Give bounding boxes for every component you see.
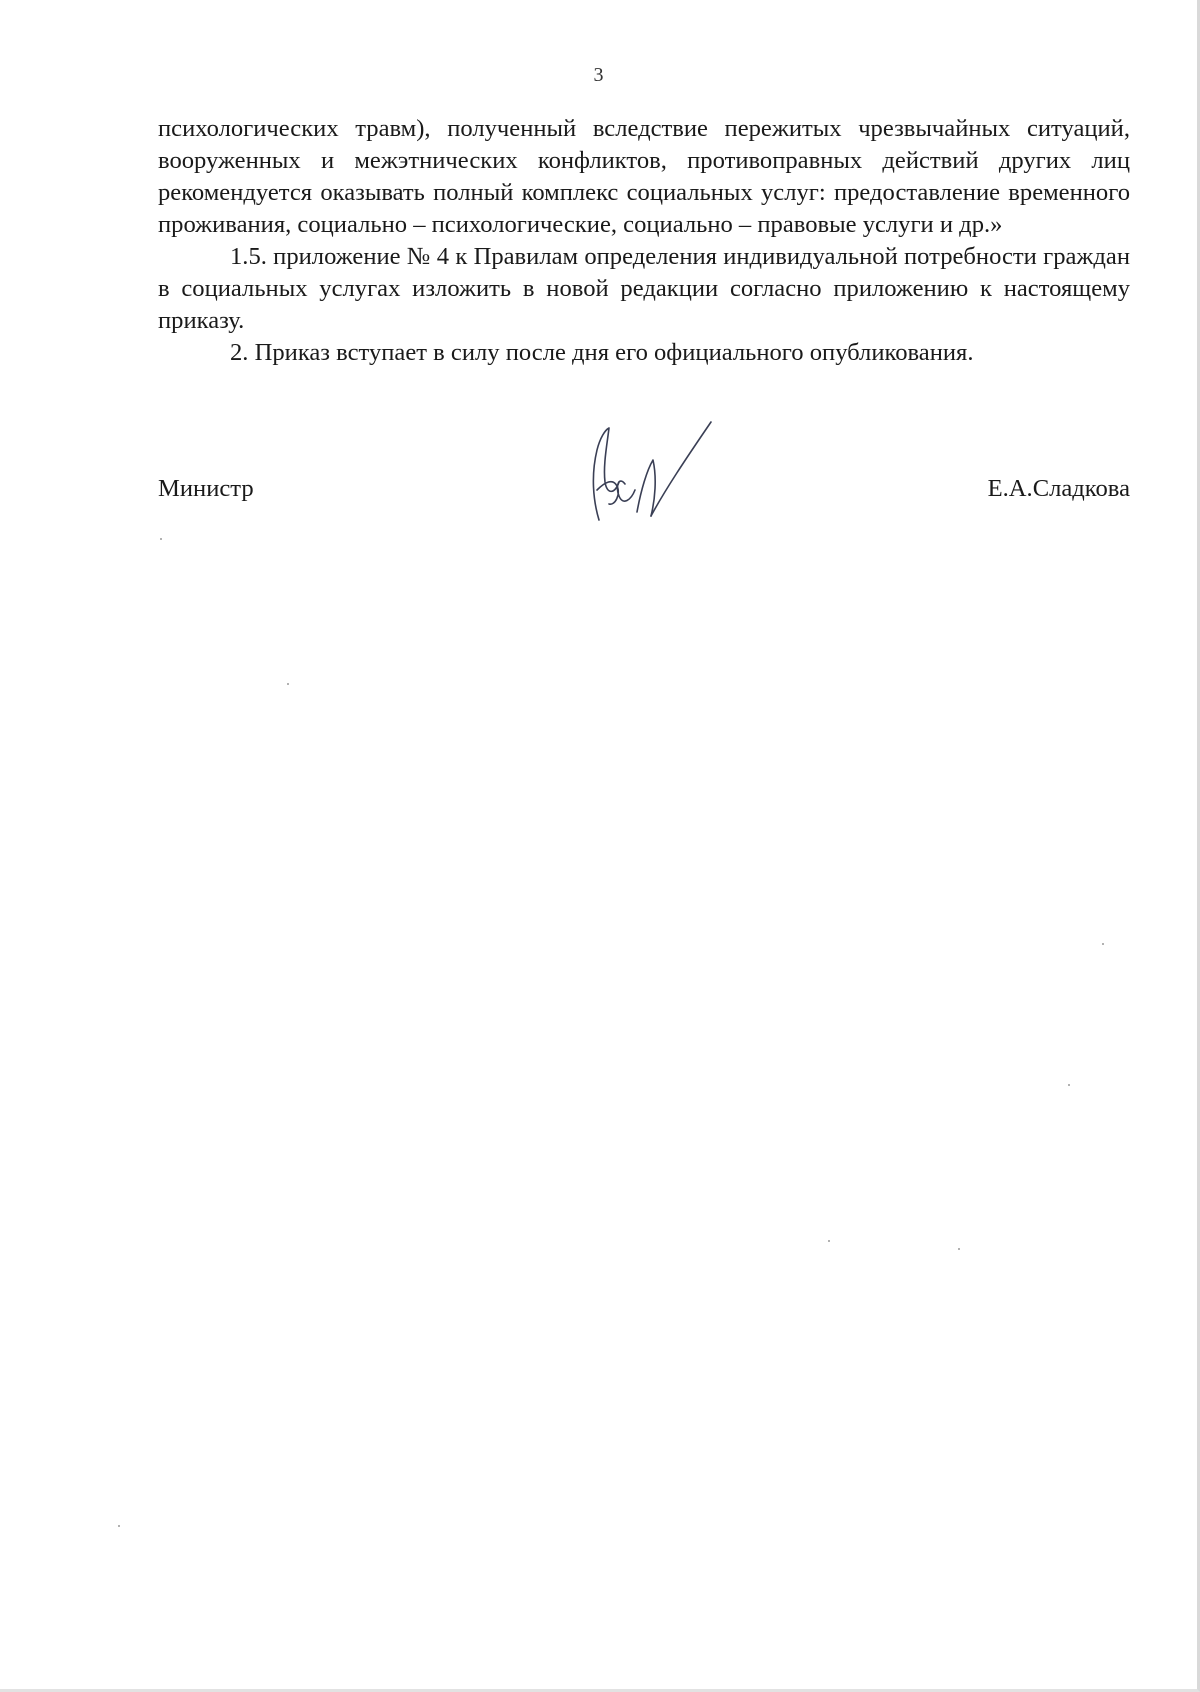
- scan-speck: [958, 1248, 960, 1250]
- handwritten-signature: [585, 420, 735, 532]
- paragraph-item-1-5: 1.5. приложение № 4 к Правилам определения индивидуальной потребности граждан в социальных услугах изложить в новой редакции согласно приложению к настоящему приказу.: [158, 243, 1130, 334]
- document-body: [158, 113, 1130, 369]
- scan-speck: [828, 1240, 830, 1242]
- paragraph-item-2: 2. Приказ вступает в силу после дня его официального опубликования.: [230, 339, 974, 366]
- scan-speck: [1068, 1084, 1070, 1086]
- scan-speck: [1102, 943, 1104, 945]
- scan-speck: [118, 1525, 120, 1527]
- signatory-title: Министр: [158, 475, 254, 502]
- scan-speck: [160, 538, 162, 540]
- scan-speck: [287, 683, 289, 685]
- paragraph-continuation: психологических травм), полученный вследствие пережитых чрезвычайных ситуаций, вооруженных и межэтнических конфликтов, противоправных действий других лиц рекомендуется оказывать полный комплекс социальных услуг: предоставление временного проживания, социально – психологические, социально – правовые услуги и др.»: [158, 115, 1130, 238]
- page-number: 3: [593, 64, 604, 86]
- signatory-name: Е.А.Сладкова: [987, 475, 1130, 502]
